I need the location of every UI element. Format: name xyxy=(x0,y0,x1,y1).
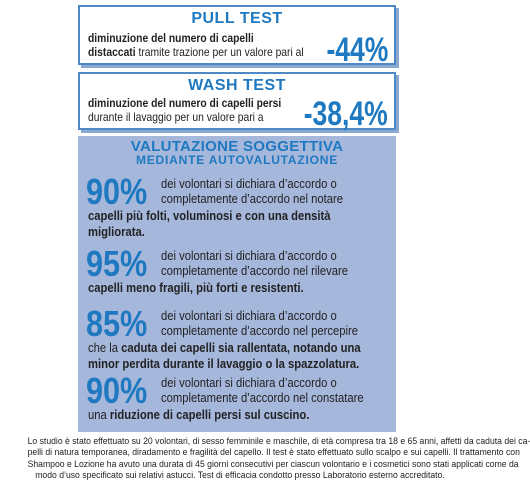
footnote-line: pelli di natura temporanea, diradamento e fragilità del capello. Il test è stato effettuato sullo scalpo e sui capelli. Il trattamento con xyxy=(27,447,520,459)
stat-lines xyxy=(161,177,343,207)
wash-test-line1: diminuzione del numero di capelli persi xyxy=(88,96,282,110)
stat-percent: 85% xyxy=(86,303,148,344)
stat-line: dei volontari si dichiara d’accordo o xyxy=(161,376,337,390)
stat-result-bold: minor perdita durante il lavaggio o la spazzolatura. xyxy=(88,357,360,371)
stat-percent: 95% xyxy=(86,243,148,284)
stat-result-bold: capelli meno fragili, più forti e resistenti. xyxy=(88,281,304,295)
pull-test-line1: diminuzione del numero di capelli xyxy=(88,31,254,45)
wash-test-title: WASH TEST xyxy=(188,77,286,94)
stat-lines xyxy=(161,376,364,406)
pull-test-title: PULL TEST xyxy=(191,10,283,27)
stat-line: completamente d’accordo nel percepire xyxy=(161,324,358,338)
subjective-title: VALUTAZIONE SOGGETTIVA xyxy=(130,138,344,155)
stat-lines xyxy=(161,249,348,279)
stat-line: completamente d’accordo nel notare xyxy=(161,192,343,206)
stat-line: dei volontari si dichiara d’accordo o xyxy=(161,177,337,191)
stat-result-bold: caduta dei capelli sia rallentata, notando una xyxy=(121,341,361,355)
pull-test-line2-bold: distaccati xyxy=(88,45,136,59)
wash-test-value: -38,4% xyxy=(303,95,388,133)
stat-line: dei volontari si dichiara d’accordo o xyxy=(161,309,337,323)
stat-result-pre: una xyxy=(88,408,110,422)
footnote-line: modo d’uso specificato sui relativi astucci. Test di efficacia condotto presso Laboratorio esterno accreditato. xyxy=(35,470,445,482)
stat-line: dei volontari si dichiara d’accordo o xyxy=(161,249,337,263)
stat-line: completamente d’accordo nel constatare xyxy=(161,391,364,405)
stat-percent: 90% xyxy=(86,370,148,411)
pull-test-line2-rest: tramite trazione per un valore pari al xyxy=(135,45,304,59)
footnote-line: Shampoo e Lozione ha avuto una durata di 45 giorni consecutivi per ciascun volontario e i cosmetici sono stati applicati come da xyxy=(27,458,519,470)
subjective-panel xyxy=(78,136,396,432)
stat-result xyxy=(88,340,361,372)
stat-result-bold: capelli più folti, voluminosi e con una densità xyxy=(88,209,331,223)
stat-percent: 90% xyxy=(86,171,148,212)
wash-test-description xyxy=(88,96,281,124)
stat-lines xyxy=(161,309,358,339)
stat-result xyxy=(88,208,331,240)
stat-result-bold: migliorata. xyxy=(88,225,145,239)
stat-line: completamente d’accordo nel rilevare xyxy=(161,264,348,278)
subjective-subtitle: MEDIANTE AUTOVALUTAZIONE xyxy=(135,153,339,167)
wash-test-box xyxy=(78,72,396,133)
pull-test-box xyxy=(78,5,396,69)
stat-result xyxy=(88,407,309,423)
wash-test-line2: durante il lavaggio per un valore pari a xyxy=(88,110,264,124)
pull-test-description xyxy=(88,31,304,59)
pull-test-value: -44% xyxy=(326,31,388,69)
stat-result-bold: riduzione di capelli persi sul cuscino. xyxy=(109,408,310,422)
study-footnote xyxy=(4,436,530,482)
footnote-line: Lo studio è stato effettuato su 20 volontari, di sesso femminile e maschile, di età compresa tra 18 e 65 anni, affetti da caduta dei ca- xyxy=(27,436,530,447)
stat-result xyxy=(88,280,304,296)
stat-result-pre: che la xyxy=(88,341,122,355)
